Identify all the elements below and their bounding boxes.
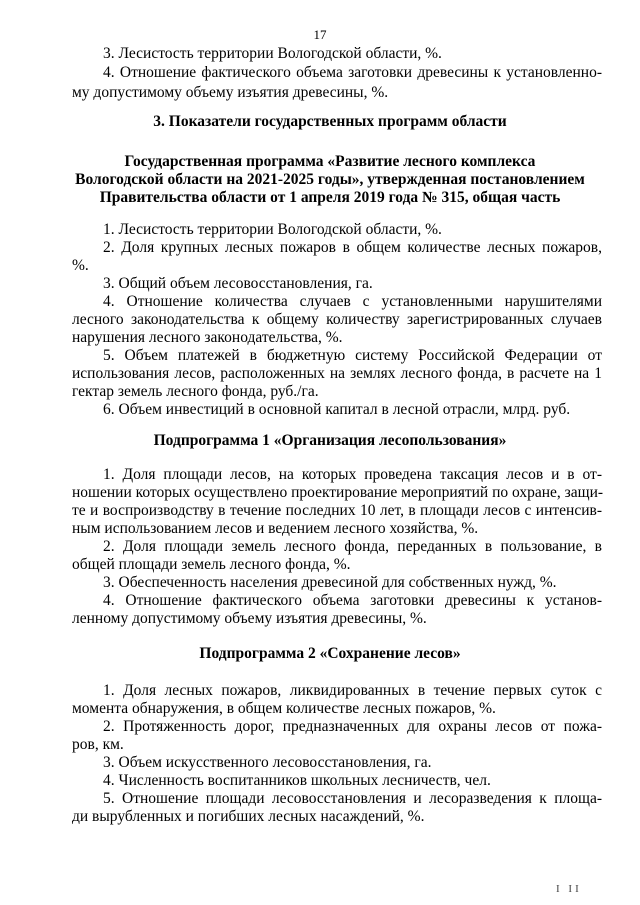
list-item: 5. Объем платежей в бюджетную систему Российской Федерации от xyxy=(103,347,602,364)
list-item: 6. Объем инвестиций в основной капитал в лесной отрасли, млрд. руб. xyxy=(103,401,571,418)
list-item-cont: использования лесов, расположенных на землях лесного фонда, в расчете на 1 xyxy=(72,365,602,382)
page-number: 17 xyxy=(313,27,327,42)
footer-mark: I II xyxy=(556,883,582,895)
list-item: 2. Доля площади земель лесного фонда, переданных в пользование, в xyxy=(103,538,602,555)
list-item: 4. Отношение фактического объема заготовки древесины к установ- xyxy=(103,592,602,609)
list-item-cont: общей площади земель лесного фонда, %. xyxy=(72,556,351,573)
list-item-cont: %. xyxy=(72,257,89,274)
list-item-cont: гектар земель лесного фонда, руб./га. xyxy=(72,383,319,400)
list-item: 1. Лесистость территории Вологодской области, %. xyxy=(103,221,442,238)
list-item: 2. Протяженность дорог, предназначенных для охраны лесов от пожа- xyxy=(103,718,602,735)
list-item-cont: ди вырубленных и погибших лесных насаждений, %. xyxy=(72,808,425,825)
list-item: 3. Общий объем лесовосстановления, га. xyxy=(103,275,373,292)
list-item: 1. Доля лесных пожаров, ликвидированных в течение первых суток с xyxy=(103,682,602,699)
list-item-cont: нарушения лесного законодательства, %. xyxy=(72,329,343,346)
list-item-cont: ленному допустимому объему изъятия древесины, %. xyxy=(72,610,427,627)
subprogram-heading: Подпрограмма 2 «Сохранение лесов» xyxy=(199,645,461,662)
list-item: 4. Отношение количества случаев с установленными нарушителями xyxy=(103,293,602,310)
list-item: 2. Доля крупных лесных пожаров в общем количестве лесных пожаров, xyxy=(103,239,602,256)
list-item: 3. Объем искусственного лесовосстановления, га. xyxy=(103,754,432,771)
list-item-cont: момента обнаружения, в общем количестве лесных пожаров, %. xyxy=(72,700,496,717)
program-heading: Правительства области от 1 апреля 2019 года № 315, общая часть xyxy=(99,189,561,206)
list-item-cont: ров, км. xyxy=(72,736,124,753)
list-item: 4. Численность воспитанников школьных лесничеств, чел. xyxy=(103,772,491,789)
list-item-cont: ным использованием лесов и ведением лесного хозяйства, %. xyxy=(72,520,479,537)
list-item: 5. Отношение площади лесовосстановления и лесоразведения к площа- xyxy=(103,790,602,807)
list-item: 3. Обеспеченность населения древесиной для собственных нужд, %. xyxy=(103,574,557,591)
list-item: 1. Доля площади лесов, на которых проведена таксация лесов и в от- xyxy=(103,466,602,483)
text-line: 4. Отношение фактического объема заготовки древесины к установленно- xyxy=(103,64,602,81)
program-heading: Вологодской области на 2021-2025 годы», утвержденная постановлением xyxy=(75,171,585,188)
list-item-cont: те и воспроизводству в течение последних 10 лет, в площади лесов с интенсив- xyxy=(72,502,602,519)
list-item-cont: ношении которых осуществлено проектирование мероприятий по охране, защи- xyxy=(72,484,604,501)
program-heading: Государственная программа «Развитие лесного комплекса xyxy=(124,153,536,170)
text-line: 3. Лесистость территории Вологодской области, %. xyxy=(103,45,442,62)
text-line: му допустимому объему изъятия древесины, %. xyxy=(72,84,389,101)
section-heading: 3. Показатели государственных программ области xyxy=(153,113,507,130)
list-item-cont: лесного законодательства к общему количеству зарегистрированных случаев xyxy=(72,311,602,328)
subprogram-heading: Подпрограмма 1 «Организация лесопользования» xyxy=(153,432,507,449)
